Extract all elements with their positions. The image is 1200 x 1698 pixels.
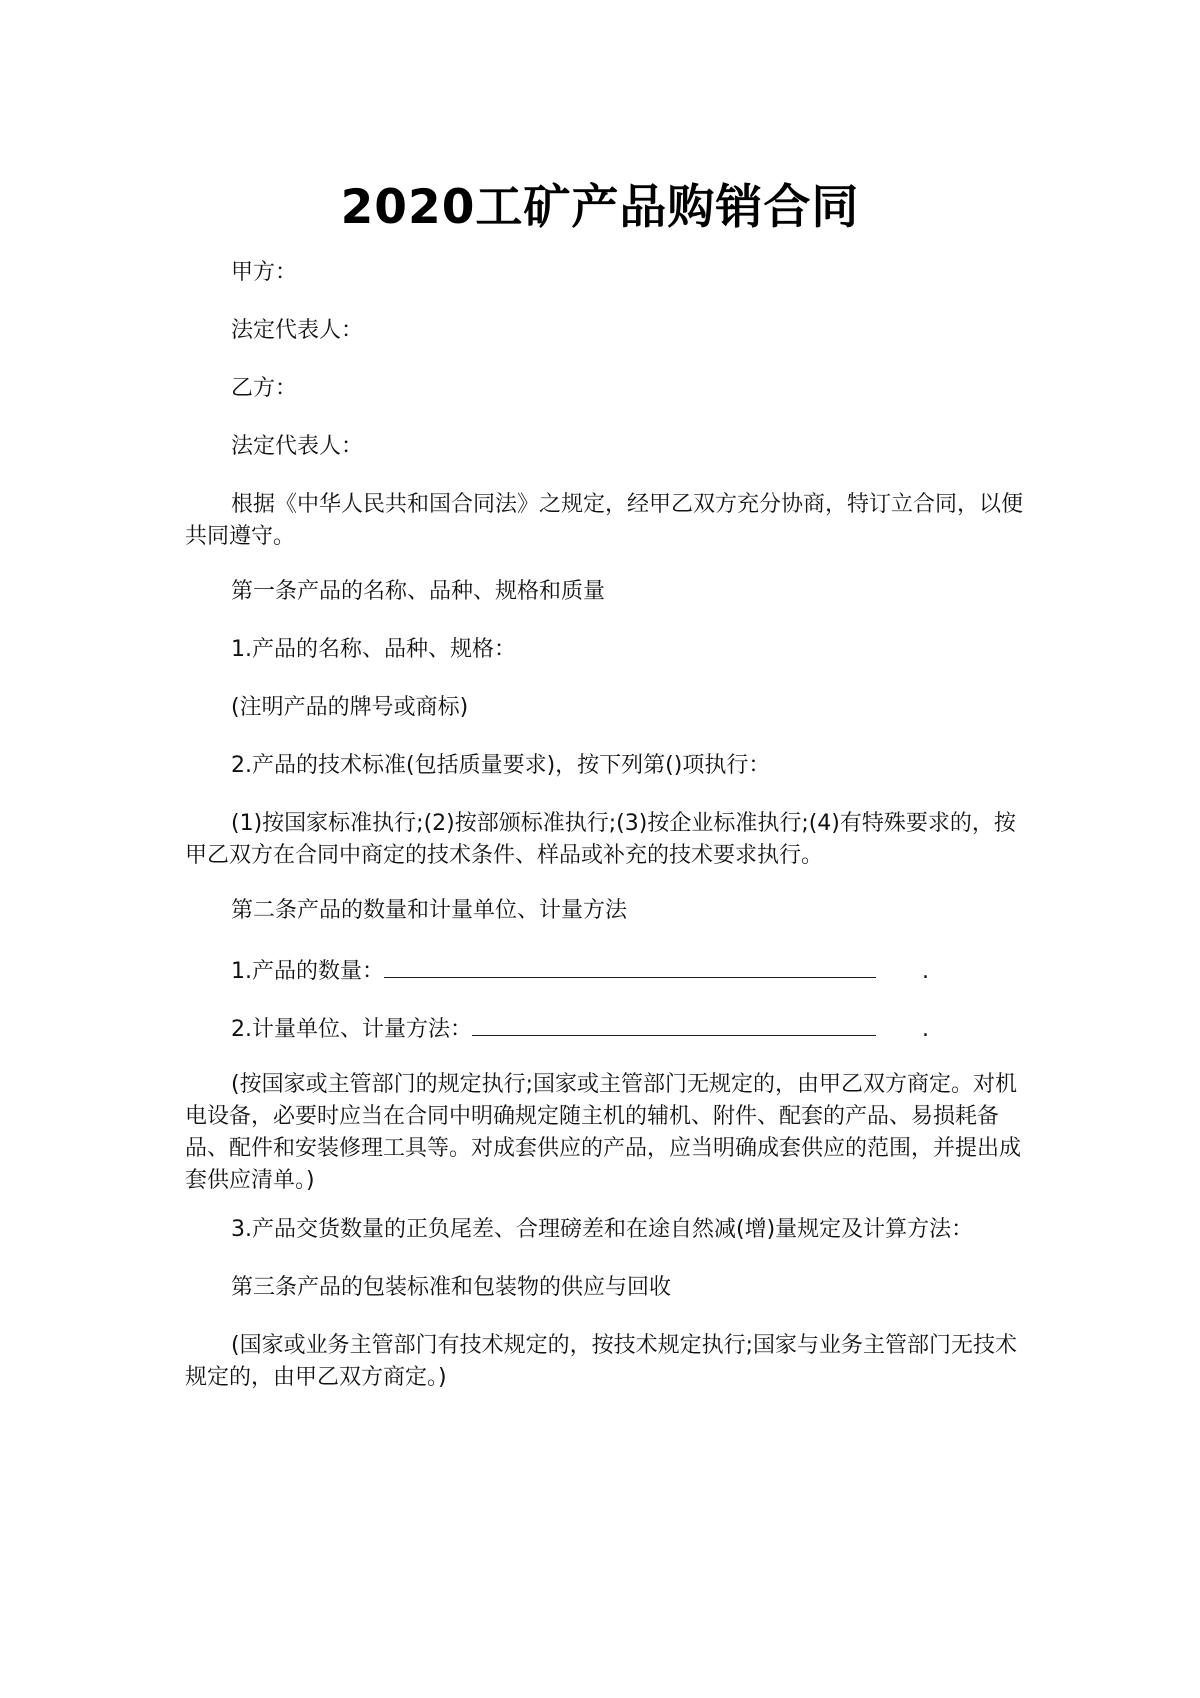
article-2-item-2-end: . — [922, 1017, 929, 1042]
preamble-paragraph: 根据《中华人民共和国合同法》之规定，经甲乙双方充分协商，特订立合同，以便共同遵守。 — [185, 492, 1024, 549]
article-2-item-1-label: 1.产品的数量： — [231, 959, 384, 984]
article-3-heading: 第三条产品的包装标准和包装物的供应与回收 — [231, 1275, 672, 1300]
party-b-representative-line: 法定代表人： — [231, 434, 364, 459]
quantity-blank-line — [384, 953, 876, 978]
article-1-item-2: 2.产品的技术标准(包括质量要求)，按下列第()项执行： — [231, 753, 771, 778]
party-b-line: 乙方： — [231, 376, 298, 401]
article-2-item-1-end: . — [922, 959, 929, 984]
article-2-item-3: 3.产品交货数量的正负尾差、合理磅差和在途自然减(增)量规定及计算方法： — [231, 1217, 974, 1242]
unit-method-blank-line — [472, 1011, 876, 1036]
article-2-heading: 第二条产品的数量和计量单位、计量方法 — [231, 898, 628, 923]
article-2-item-2-row — [185, 1011, 1030, 1046]
article-2-note-paragraph: (按国家或主管部门的规定执行;国家或主管部门无规定的，由甲乙双方商定。对机电设备，必要时应当在合同中明确规定随主机的辅机、附件、配套的产品、易损耗备品、配件和安装修理工具等。对成套供应的产品，应当明确成套供应的范围，并提出成套供应清单。) — [185, 1072, 1022, 1193]
article-1-item-1: 1.产品的名称、品种、规格： — [231, 637, 516, 662]
party-a-representative-line: 法定代表人： — [231, 318, 364, 343]
article-1-options-paragraph: (1)按国家标准执行;(2)按部颁标准执行;(3)按企业标准执行;(4)有特殊要求的，按甲乙双方在合同中商定的技术条件、样品或补充的技术要求执行。 — [185, 811, 1016, 868]
article-1-heading: 第一条产品的名称、品种、规格和质量 — [231, 579, 606, 604]
party-a-line: 甲方： — [231, 260, 298, 285]
article-2-item-2-label: 2.计量单位、计量方法： — [231, 1017, 472, 1042]
article-1-note-1: (注明产品的牌号或商标) — [231, 695, 469, 720]
article-2-item-1-row — [185, 953, 1030, 988]
document-title: 2020工矿产品购销合同 — [340, 180, 860, 235]
article-3-note-paragraph: (国家或业务主管部门有技术规定的，按技术规定执行;国家与业务主管部门无技术规定的，由甲乙双方商定。) — [185, 1333, 1017, 1390]
